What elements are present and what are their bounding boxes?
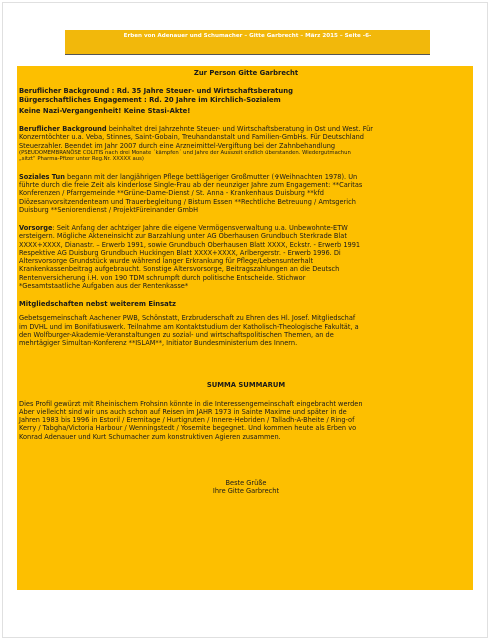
closing-greeting: Beste Grüße [225,478,267,487]
vorsorge-line-1: : Seit Anfang der achtziger Jahre die eigene Vermögensverwaltung u.a. Unbewohnte-ETW [52,224,348,233]
beruflich-line-3: Steuerzahler. Beendet im Jahr 2007 durch eine Arzneimittel-Vergiftung bei der Zahnbehandlung [19,141,336,150]
beruflich-paragraph [19,125,473,133]
vorsorge-line-3: XXXX+XXXX, Dianastr. – Erwerb 1991, sowie Grundbuch Oberhausen Blatt XXXX, Eckstr. - Erwerb 1991 [19,240,361,249]
sozial-paragraph [19,173,473,181]
document-title: Zur Person Gitte Garbrecht [193,69,299,77]
vorsorge-line-7: Rentenversicherung i.H. von 190 TDM schrumpft durch politische Entscheide. Stichwor [19,273,306,282]
mitglied-line-2: im DVHL und im Bonifatiuswerk. Teilnahme am Kontaktstudium der Katholisch-Theologische Fakultät, a [19,322,359,331]
vorsorge-paragraph [19,224,473,232]
vorsorge-line-5: Altersvorsorge Grundstück wurde während langer Erkrankung für Pflege/Lebensunterhalt [19,257,314,266]
background-line-2: Bürgerschaftliches Engagement : Rd. 20 Jahre im Kirchlich-Sozialem [19,95,281,104]
summa-line-5: Konrad Adenauer und Kurt Schumacher zum konstruktiven Agieren zusammen. [19,432,281,441]
mitglied-line-1: Gebetsgemeinschaft Aachener PWB, Schönstatt, Erzbruderschaft zu Ehren des Hl. Josef. Mitgliedschaf [19,314,356,323]
page-header [65,30,430,55]
vorsorge-line-4: Respektive AG Duisburg Grundbuch Huckingen Blatt XXXX+XXXX, Arlbergerstr. - Erwerb 1996. Di [19,248,341,257]
vorsorge-line-6: Krankenkassenbeitrag aufgebraucht. Sonstige Altersvorsorge, Beitragszahlungen an die Deutsch [19,265,340,274]
closing-signature: Ihre Gitte Garbrecht [212,487,280,496]
mitglied-line-4: mehrtägiger Simultan-Konferenz **ISLAM**, Initiator Bundesministerium des Innern. [19,339,298,348]
sozial-line-2: führte durch die freie Zeit als kinderlose Single-Frau ab der neunziger Jahre zum Engagement: **Caritas [19,181,363,190]
content-box [17,66,473,590]
mitglied-heading: Mitgliedschaften nebst weiterem Einsatz [19,300,176,309]
summa-line-4: Kerry / Tabgha/Victoria Harbour / Wenningstedt / Yosemite begegnet. Und kommen heute als Erben vo [19,424,357,433]
vorsorge-lead: Vorsorge [19,224,53,233]
summa-heading: SUMMA SUMMARUM [206,381,286,390]
beruflich-lead: Beruflicher Background [19,125,107,133]
header-text: Erben von Adenauer und Schumacher – Gitte Garbrecht – März 2015 – Seite -6- [123,33,372,39]
summa-line-1: Dies Profil gewürzt mit Rheinischem Frohsinn könnte in die Interessengemeinschaft eingebracht werden [19,399,363,408]
beruflich-small-1: (PSEUDOMEMBRANÖSE COLITIS nach drei Monate ´kämpfen´ und Jahre der Ausszeit endlich überstanden. Wiedergutmachun [19,149,351,156]
summa-line-2: Aber vielleicht sind wir uns auch schon auf Reisen im JAHR 1973 in Sainte Maxime und später in de [19,407,347,416]
sozial-line-1: begann mit der langjährigen Pflege bettlägeriger Großmutter (✞Weihnachten 1978). Un [64,172,358,181]
beruflich-line-1: beinhaltet drei Jahrzehnte Steuer- und Wirtschaftsberatung in Ost und West. Für [106,125,374,133]
sozial-line-3: Konferenzen / Pfarrgemeinde **Grüne-Dame-Dienst / St. Anna - Krankenhaus Duisburg **kfd [19,189,324,198]
sozial-line-4: Diözesanvorsitzendenteam und Trauerbegleitung / Bistum Essen **Rechtliche Betreuung / Amtsgerich [19,197,356,206]
beruflich-line-2: Konzerntöchter u.a. Veba, Stinnes, Saint-Gobain, Treuhandanstalt und Familien-GmbHs. Für Deutschland [19,133,364,142]
mitglied-line-3: den Wolfburger-Akademie-Veranstaltungen zu sozial- und wirtschaftspolitischen Themen, an de [19,330,334,339]
keine-line: Keine Nazi-Vergangenheit! Keine Stasi-Akte! [19,106,191,115]
sozial-lead: Soziales Tun [19,172,65,181]
vorsorge-line-8: *Gesamtstaatliche Aufgaben aus der Rentenkasse* [19,281,189,290]
sozial-line-5: Duisburg **Seniorendienst / ProjektFüreinander GmbH [19,205,199,214]
background-line-1: Beruflicher Background : Rd. 35 Jahre Steuer- und Wirtschaftsberatung [19,87,293,96]
beruflich-small-2: „sitzt“ Pharma-Pfizer unter Reg.Nr. XXXXX aus) [19,156,144,163]
summa-line-3: Jahren 1983 bis 1996 in Estoril / Eremitage / Hurtigruten / Innere-Hebriden / Talladh-A-Bheite / Ring-of [19,416,355,425]
vorsorge-line-2: ersteigern. Mögliche Akteneinsicht zur Barzahlung unter AG Oberhausen Grundbuch Sterkrade Blat [19,232,347,241]
